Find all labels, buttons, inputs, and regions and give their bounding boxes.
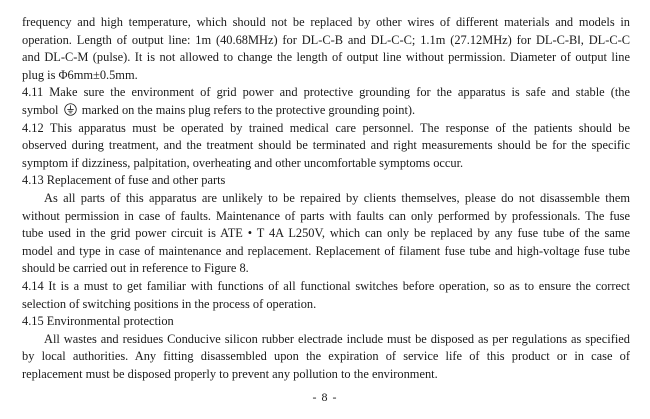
text-line: observed during treatment, and the treatment should be terminated and right measurements should be for the specific bbox=[22, 138, 630, 153]
section-4-15 bbox=[22, 313, 630, 383]
text-line: by local authorities. Any fitting disassembled upon the expiration of service life of this product or in case of bbox=[22, 349, 630, 364]
text-line: selection of switching positions in the process of operation. bbox=[22, 296, 317, 311]
protective-ground-icon bbox=[64, 103, 77, 116]
text-line: 4.11 Make sure the environment of grid power and protective grounding for the apparatus is safe and stable (the bbox=[22, 85, 630, 100]
section-heading: 4.15 Environmental protection bbox=[22, 314, 174, 329]
text-line: operation. Length of output line: 1m (40.68MHz) for DL-C-B and DL-C-C; 1.1m (27.12MHz) for DL-C-B‖, DL-C-C bbox=[22, 32, 630, 47]
text-line: All wastes and residues Conducive silicon rubber electrade include must be disposed as per regulations as specified bbox=[44, 331, 630, 346]
text-line: replacement must be disposed properly to prevent any pollution to the environment. bbox=[22, 366, 438, 381]
text-line: 4.14 It is a must to get familiar with functions of all functional switches before operation, so as to ensure the correct bbox=[22, 278, 630, 293]
text-line: plug is Φ6mm±0.5mm. bbox=[22, 67, 138, 82]
page-number: - 8 - bbox=[312, 390, 338, 404]
text-line: without permission in case of faults. Maintenance of parts with faults can only performed by professionals. The fuse bbox=[22, 208, 630, 223]
intro-paragraph bbox=[22, 14, 630, 84]
section-4-12 bbox=[22, 120, 630, 173]
text-line: frequency and high temperature, which should not be replaced by other wires of different materials and models in bbox=[22, 15, 630, 29]
section-4-13 bbox=[22, 172, 630, 278]
text-line: and DL-C-M (pulse). It is not allowed to change the length of output line without permission. Diameter of output line bbox=[22, 50, 630, 65]
text-line: symptom if dizziness, palpitation, overheating and other uncomfortable symptoms occur. bbox=[22, 155, 464, 170]
text-line: tube used in the grid power circuit is ATE • T 4A L250V, which can only be replaced by any fuse tube of the same bbox=[22, 226, 630, 241]
symbol-description: marked on the mains plug refers to the protective grounding point). bbox=[81, 102, 416, 117]
section-4-11 bbox=[22, 84, 630, 119]
text-line: 4.12 This apparatus must be operated by trained medical care personnel. The response of the patients should be bbox=[22, 120, 630, 135]
text-line: should be carried out in reference to Figure 8. bbox=[22, 261, 249, 276]
text-line: As all parts of this apparatus are unlikely to be repaired by clients themselves, please do not disassemble them bbox=[44, 190, 630, 205]
section-4-14 bbox=[22, 278, 630, 313]
text-line-with-symbol bbox=[22, 102, 630, 120]
text-line: model and type in case of maintenance and replacement. Replacement of filament fuse tube and high-voltage fuse tube bbox=[22, 243, 630, 258]
manual-page bbox=[22, 14, 630, 383]
symbol-word: symbol bbox=[22, 102, 59, 117]
section-heading: 4.13 Replacement of fuse and other parts bbox=[22, 173, 226, 188]
